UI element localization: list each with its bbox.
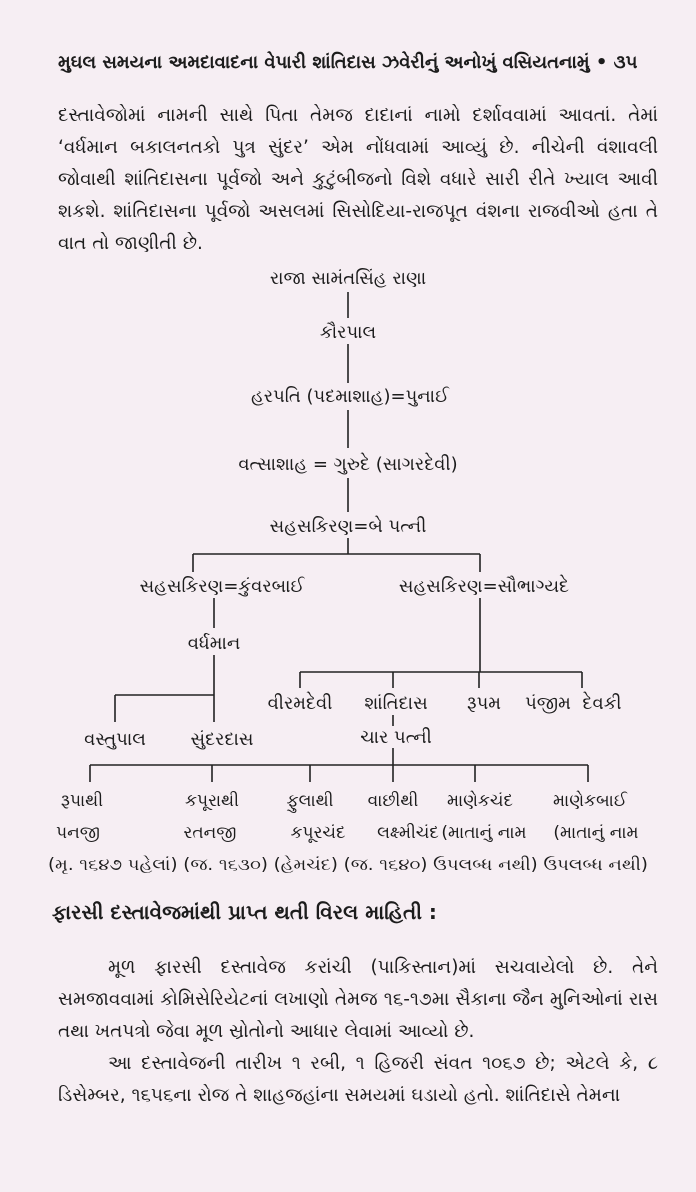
intro-paragraph: દસ્તાવેજોમાં નામની સાથે પિતા તેમજ દાદાનાં નામો દર્શાવવામાં આવતાં. તેમાં ‘વર્ધમાન બકાલનતકો પુત્ર સુંદર’ એમ નોંધવામાં આવ્યું છે. નીચેની વંશાવલી જોવાથી શાંતિદાસના પૂર્વજો અને કુટુંબીજનો વિશે વધારે સારી રીતે ખ્યાલ આવી શકશે. શાંતિદાસના પૂર્વજો અસલમાં સિસોદિયા-રાજપૂત વંશના રાજવીઓ હતા તે વાત તો જાણીતી છે. bbox=[58, 105, 658, 254]
node-branch-right: સહસકિરણ=સૌભાગ્યદે bbox=[398, 576, 570, 597]
tree-connectors bbox=[90, 292, 588, 782]
node-vastupal: વસ્તુપાલ bbox=[84, 729, 146, 750]
son-4: (માતાનું નામ bbox=[441, 823, 527, 843]
wife-0: રૂપાથી bbox=[60, 791, 104, 811]
node-sahaskiran: સહસકિરણ=બે પત્ની bbox=[269, 516, 427, 537]
wife-1: કપૂરાથી bbox=[185, 791, 239, 811]
node-raja: રાજા સામંતસિંહ રાણા bbox=[269, 268, 427, 289]
node-child-panjim: પંજીમ bbox=[525, 693, 571, 714]
node-sundardas: સુંદરદાસ bbox=[190, 729, 254, 750]
tree-notes: (મૃ. ૧૬૪૭ પહેલાં) (જ. ૧૬૩૦) (હેમચંદ) (જ. ૧૬૪૦) ઉપલબ્ધ નથી) ઉપલબ્ધ નથી) bbox=[48, 855, 596, 874]
son-1: રતનજી bbox=[183, 823, 237, 843]
node-branch-left: સહસકિરણ=કુંવરબાઈ bbox=[139, 576, 305, 597]
node-harpati: હરપતિ (પદમાશાહ)=પુનાઈ bbox=[251, 386, 449, 407]
node-kaurpal: કૌરપાલ bbox=[319, 322, 377, 343]
son-5: (માતાનું નામ bbox=[553, 823, 639, 843]
paragraph-3: આ દસ્તાવેજની તારીખ ૧ રબી, ૧ હિજરી સંવત ૧૦૬૭ છે; એટલે કે, ૮ ડિસેમ્બર, ૧૬૫૬ના રોજ તે શાહજહાંના સમયમાં ઘડાયો હતો. શાંતિદાસે તેમના bbox=[58, 1053, 658, 1106]
node-char-patni: ચાર પત્ની bbox=[360, 727, 432, 748]
paragraph-2: મૂળ ફારસી દસ્તાવેજ કરાંચી (પાકિસ્તાન)માં સચવાયેલો છે. તેને સમજાવવામાં કોમિસેરિયેટનાં લખાણો તેમજ ૧૬-૧૭મા સૈકાના જૈન મુનિઓનાં રાસ તથા ખતપત્રો જેવા મૂળ સ્રોતોનો આધાર લેવામાં આવ્યો છે. bbox=[58, 957, 658, 1042]
page-header: મુઘલ સમયના અમદાવાદના વેપારી શાંતિદાસ ઝવેરીનું અનોખું વસિયતનામું • ૩૫ bbox=[58, 52, 638, 73]
wife-5: માણેકબાઈ bbox=[553, 791, 627, 811]
node-vatsashah: વત્સાશાહ = ગુરુદે (સાગરદેવી) bbox=[238, 454, 458, 475]
son-2: કપૂરચંદ bbox=[290, 823, 346, 843]
node-child-rupam: રૂપમ bbox=[467, 693, 501, 714]
section-heading: ફારસી દસ્તાવેજમાંથી પ્રાપ્ત થતી વિરલ માહિતી : bbox=[52, 900, 437, 924]
node-child-viramdevi: વીરમદેવી bbox=[267, 693, 333, 714]
wife-2: ફુલાથી bbox=[286, 791, 334, 811]
son-0: પનજી bbox=[56, 823, 100, 843]
node-child-devki: દેવકી bbox=[582, 693, 622, 714]
node-vardhaman: વર્ધમાન bbox=[187, 633, 241, 654]
wife-4: માણેકચંદ bbox=[446, 791, 514, 811]
node-child-shantidas: શાંતિદાસ bbox=[364, 693, 428, 714]
son-3: લક્ષ્મીચંદ bbox=[377, 823, 439, 843]
wife-3: વાછીથી bbox=[367, 791, 419, 811]
